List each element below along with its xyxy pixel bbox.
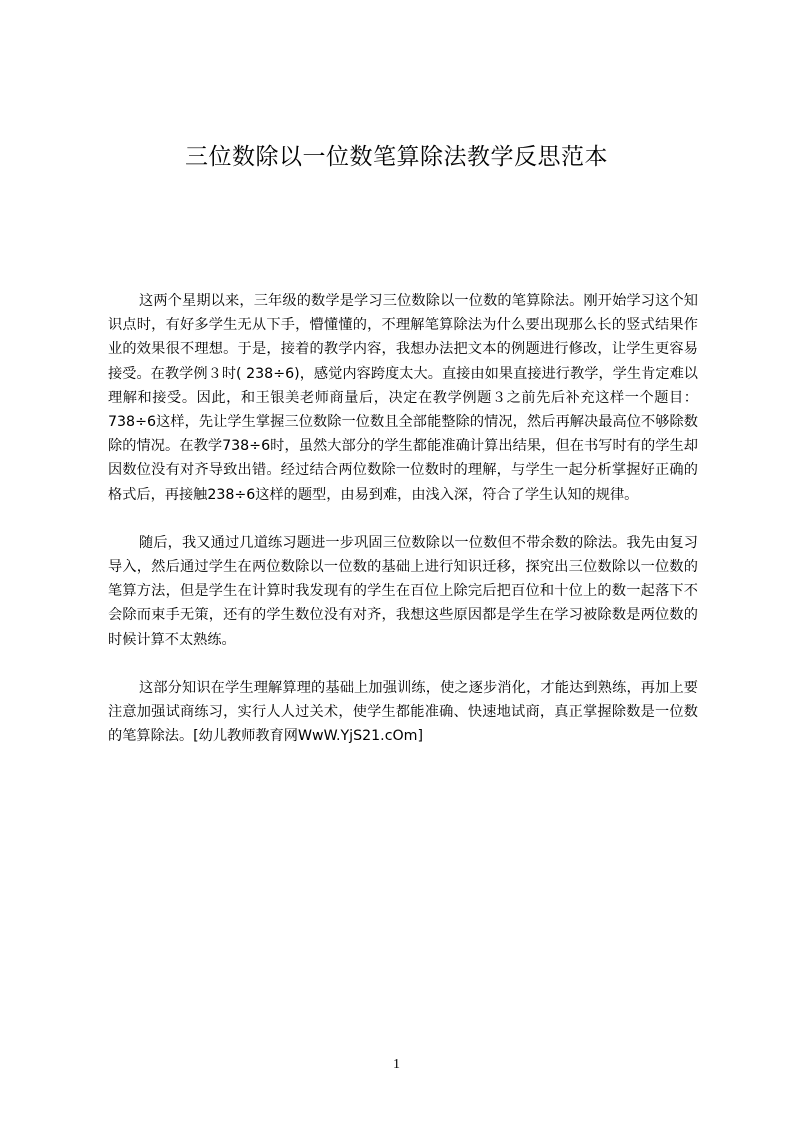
paragraph-2: 随后，我又通过几道练习题进一步巩固三位数除以一位数但不带余数的除法。我先由复习导入，然后通过学生在两位数除以一位数的基础上进行知识迁移，探究出三位数除以一位数的笔算方法，但是学生在计算时我发现有的学生在百位上除完后把百位和十位上的数一起落下不会除而束手无策，还有的学生数位没有对齐，我想这些原因都是学生在学习被除数是两位数的时候计算不太熟练。 xyxy=(108,534,698,648)
document-title: 三位数除以一位数笔算除法教学反思范本 xyxy=(185,144,608,170)
paragraph-3: 这部分知识在学生理解算理的基础上加强训练，使之逐步消化，才能达到熟练，再加上要注意加强试商练习，实行人人过关术，使学生都能准确、快速地试商，真正掌握除数是一位数的笔算除法。[幼儿教师教育网WwW.YjS21.cOm] xyxy=(108,679,698,745)
document-body xyxy=(108,289,698,772)
paragraph-1: 这两个星期以来，三年级的数学是学习三位数除以一位数的笔算除法。刚开始学习这个知识点时，有好多学生无从下手，懵懂懂的，不理解笔算除法为什么要出现那么长的竖式结果作业的效果很不理想。于是，接着的教学内容，我想办法把文本的例题进行修改，让学生更容易接受。在教学例３时( 238÷6)，感觉内容跨度太大。直接由如果直接进行教学，学生肯定难以理解和接受。因此，和王银美老师商量后，决定在教学例题３之前先后补充这样一个题目：738÷6这样，先让学生掌握三位数除一位数且全部能整除的情况，然后再解决最高位不够除数除的情况。在教学738÷6时，虽然大部分的学生都能准确计算出结果，但在书写时有的学生却因数位没有对齐导致出错。经过结合两位数除一位数时的理解，与学生一起分析掌握好正确的格式后，再接触238÷6这样的题型，由易到难，由浅入深，符合了学生认知的规律。 xyxy=(108,293,698,503)
page-number: 1 xyxy=(393,1057,400,1072)
